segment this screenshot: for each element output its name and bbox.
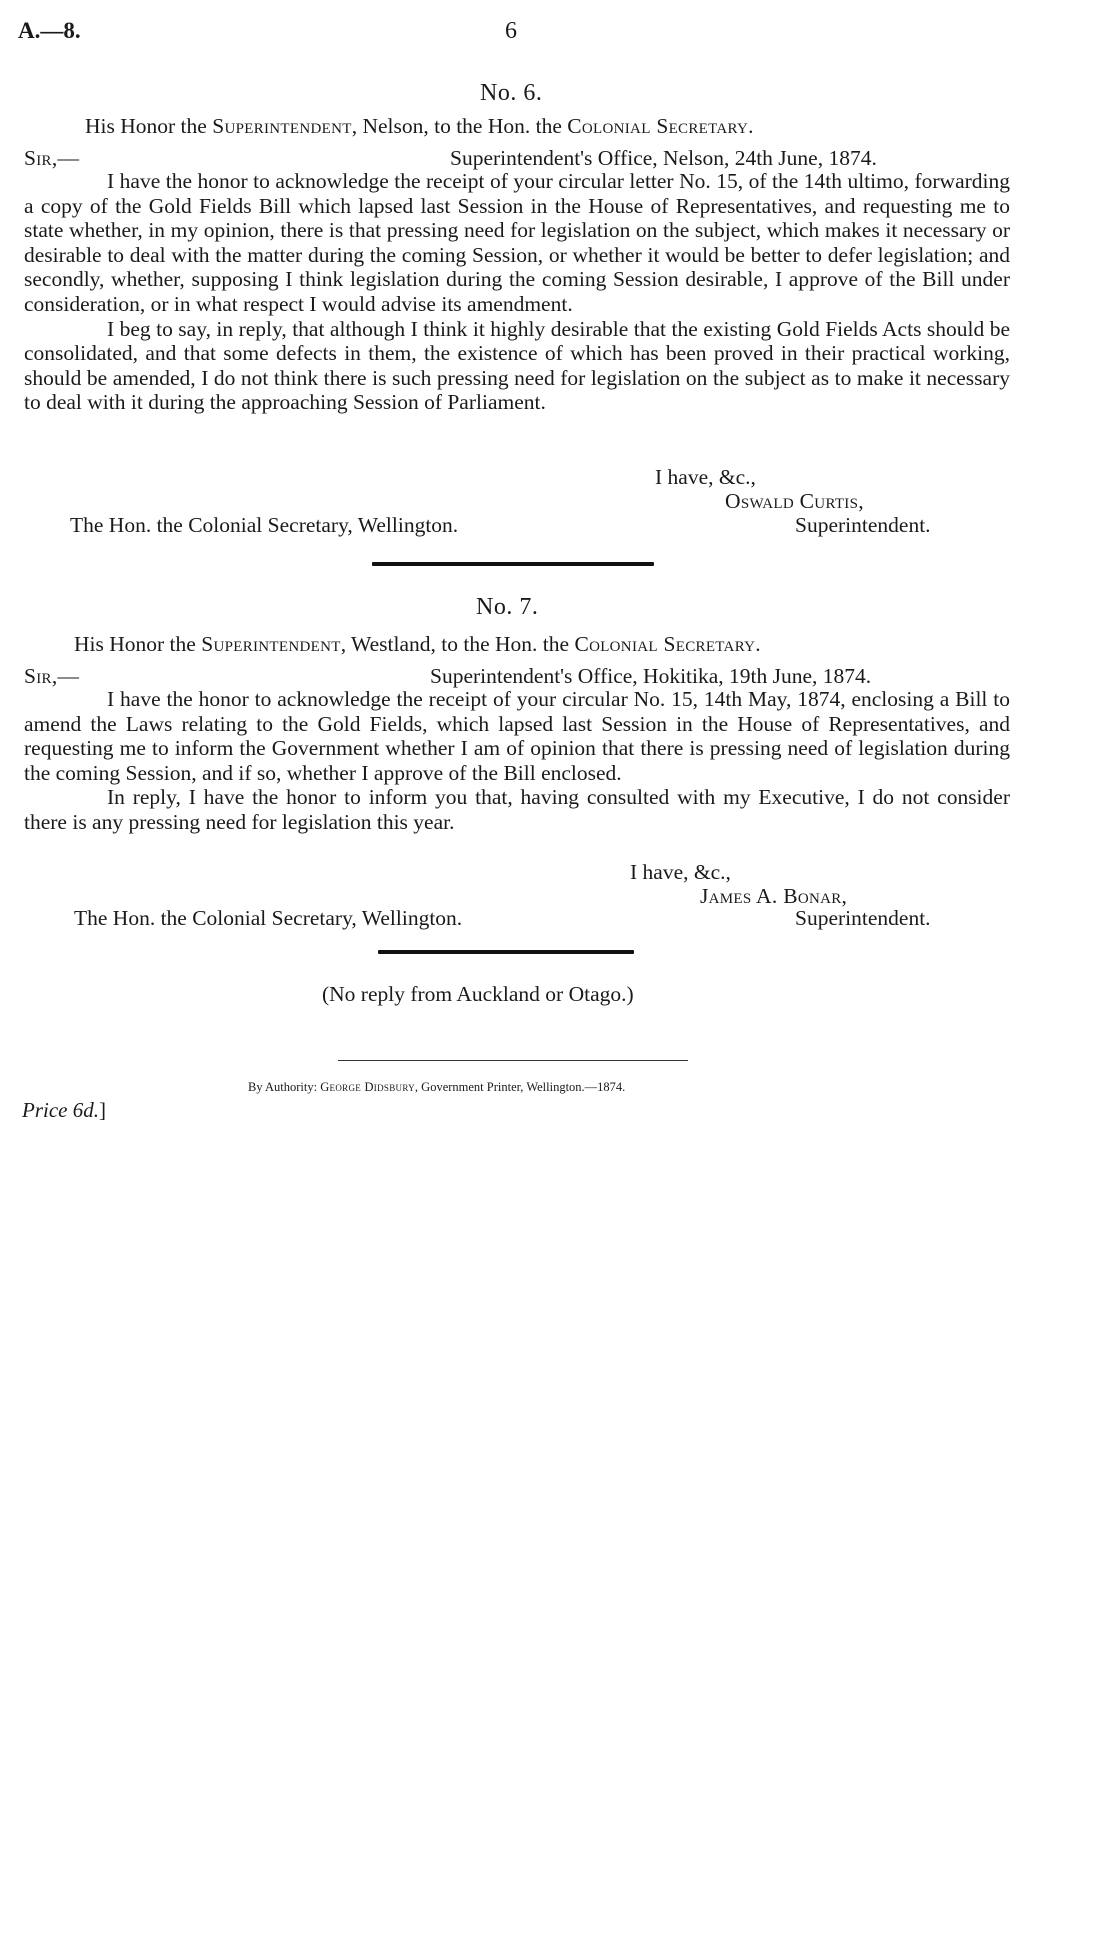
dateline: Superintendent's Office, Nelson, 24th June, 1874. xyxy=(450,146,877,170)
letter-body xyxy=(24,687,1010,835)
price-label: Price xyxy=(22,1098,68,1122)
letter-headline xyxy=(74,632,761,657)
letter-number-heading: No. 7. xyxy=(476,594,539,620)
dateline: Superintendent's Office, Hokitika, 19th June, 1874. xyxy=(430,664,872,688)
price-amount: 6d. xyxy=(72,1098,99,1122)
headline-prefix: His Honor the xyxy=(74,632,202,656)
section-divider xyxy=(372,562,654,566)
headline-recipient: Colonial Secretary. xyxy=(567,114,754,138)
page-number: 6 xyxy=(505,18,517,44)
headline-sender: Superintendent xyxy=(212,114,352,138)
letter-headline xyxy=(85,114,754,139)
headline-middle: , Westland, to the Hon. the xyxy=(340,632,575,656)
headline-prefix: His Honor the xyxy=(85,114,213,138)
price-bracket: ] xyxy=(98,1098,106,1122)
headline-recipient: Colonial Secretary. xyxy=(574,632,761,656)
editorial-note: (No reply from Auckland or Otago.) xyxy=(322,982,634,1006)
paragraph: I beg to say, in reply, that although I think it highly desirable that the existing Gold Fields Acts should be consolidated, and that some defects in them, the existence of which has been proved in their practical working, should be amended, I do not think there is such pressing need for legislation on the subject as to make it necessary to deal with it during the approaching Session of Parliament. xyxy=(24,316,1010,415)
salutation: Sir,— xyxy=(24,146,80,170)
signature: James A. Bonar, xyxy=(700,884,848,908)
closing: I have, &c., xyxy=(655,465,756,489)
headline-sender: Superintendent xyxy=(201,632,341,656)
imprint-rule xyxy=(338,1060,688,1061)
letter-body xyxy=(24,169,1010,415)
printer-imprint xyxy=(248,1080,625,1095)
signatory-title: Superintendent. xyxy=(795,513,931,537)
letter-number-heading: No. 6. xyxy=(480,80,543,106)
price-note xyxy=(22,1098,106,1123)
paragraph: I have the honor to acknowledge the receipt of your circular No. 15, 14th May, 1874, enclosing a Bill to amend the Laws relating to the Gold Fields, which lapsed last Session in the House of Representatives, and requesting me to inform the Government whether I am of opinion that there is pressing need of legislation during the coming Session, and if so, whether I approve of the Bill enclosed. xyxy=(24,687,1010,785)
imprint-suffix: , Government Printer, Wellington.—1874. xyxy=(414,1080,626,1094)
signatory-title: Superintendent. xyxy=(795,906,931,930)
imprint-printer: George Didsbury xyxy=(320,1080,415,1094)
document-reference: A.—8. xyxy=(18,18,81,43)
salutation: Sir,— xyxy=(24,664,80,688)
paragraph: I have the honor to acknowledge the receipt of your circular letter No. 15, of the 14th ultimo, forwarding a copy of the Gold Fields Bill which lapsed last Session in the House of Representatives, and requesting me to state whether, in my opinion, there is that pressing need for legislation on the subject, which makes it necessary or desirable to deal with the matter during the coming Session, or whether it would be better to defer legislation; and secondly, whether, supposing I think legislation during the coming Session desirable, I approve of the Bill under consideration, or in what respect I would advise its amendment. xyxy=(24,169,1010,316)
closing: I have, &c., xyxy=(630,860,731,884)
addressee: The Hon. the Colonial Secretary, Wellington. xyxy=(74,906,463,930)
paragraph: In reply, I have the honor to inform you that, having consulted with my Executive, I do not consider there is any pressing need for legislation this year. xyxy=(24,785,1010,834)
section-divider xyxy=(378,950,634,954)
addressee: The Hon. the Colonial Secretary, Wellington. xyxy=(70,513,459,537)
headline-middle: , Nelson, to the Hon. the xyxy=(351,114,568,138)
signature: Oswald Curtis, xyxy=(725,489,864,513)
imprint-prefix: By Authority: xyxy=(248,1080,321,1094)
